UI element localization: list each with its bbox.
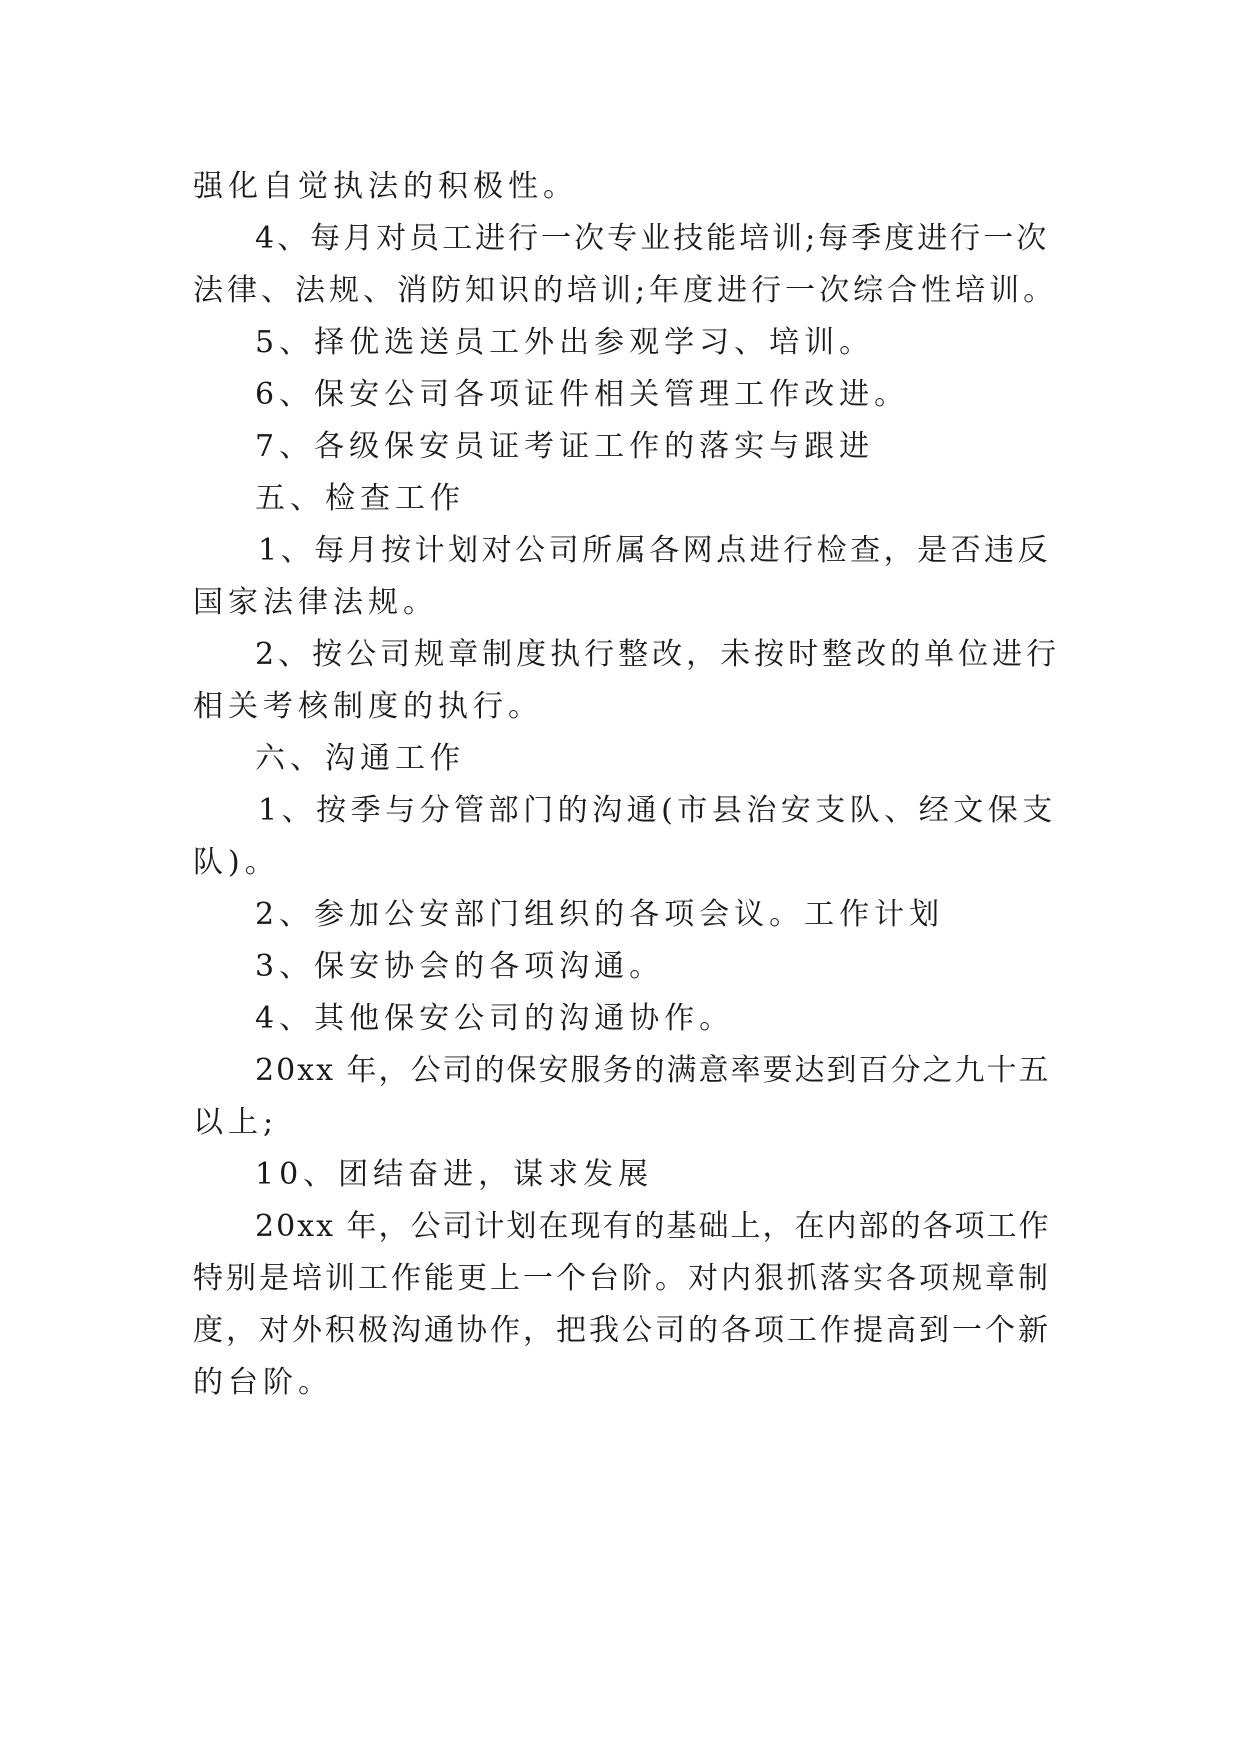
text-line: 10、团结奋进，谋求发展 bbox=[255, 1157, 654, 1192]
text-line: 3、保安协会的各项沟通。 bbox=[255, 949, 665, 984]
text-line: 的台阶。 bbox=[193, 1365, 333, 1400]
text-line: 7、各级保安员证考证工作的落实与跟进 bbox=[255, 429, 875, 464]
text-line: 4、其他保安公司的沟通协作。 bbox=[255, 1001, 735, 1036]
text-line: 国家法律法规。 bbox=[193, 585, 438, 620]
text-line: 队)。 bbox=[193, 845, 280, 880]
text-line: 2、参加公安部门组织的各项会议。工作计划 bbox=[255, 897, 945, 932]
text-line: 5、择优选送员工外出参观学习、培训。 bbox=[255, 325, 875, 360]
text-line: 4、每月对员工进行一次专业技能培训;每季度进行一次 bbox=[255, 221, 1050, 256]
text-line: 2、按公司规章制度执行整改，未按时整改的单位进行 bbox=[255, 637, 1061, 672]
text-line: 1、每月按计划对公司所属各网点进行检查，是否违反 bbox=[258, 533, 1052, 568]
text-line: 法律、法规、消防知识的培训;年度进行一次综合性培训。 bbox=[193, 273, 1058, 308]
text-line: 以上; bbox=[193, 1105, 279, 1140]
text-line: 度，对外积极沟通协作，把我公司的各项工作提高到一个新 bbox=[193, 1313, 1051, 1348]
text-line: 20xx 年，公司的保安服务的满意率要达到百分之九十五 bbox=[255, 1053, 1051, 1088]
text-line: 强化自觉执法的积极性。 bbox=[193, 169, 578, 204]
text-line: 20xx 年，公司计划在现有的基础上，在内部的各项工作 bbox=[255, 1209, 1051, 1244]
text-line: 6、保安公司各项证件相关管理工作改进。 bbox=[255, 377, 910, 412]
text-line: 特别是培训工作能更上一个台阶。对内狠抓落实各项规章制 bbox=[193, 1261, 1051, 1296]
text-line: 相关考核制度的执行。 bbox=[193, 689, 543, 724]
section-heading: 五、检查工作 bbox=[255, 481, 465, 516]
section-heading: 六、沟通工作 bbox=[255, 741, 465, 776]
text-line: 1、按季与分管部门的沟通(市县治安支队、经文保支 bbox=[258, 793, 1057, 828]
